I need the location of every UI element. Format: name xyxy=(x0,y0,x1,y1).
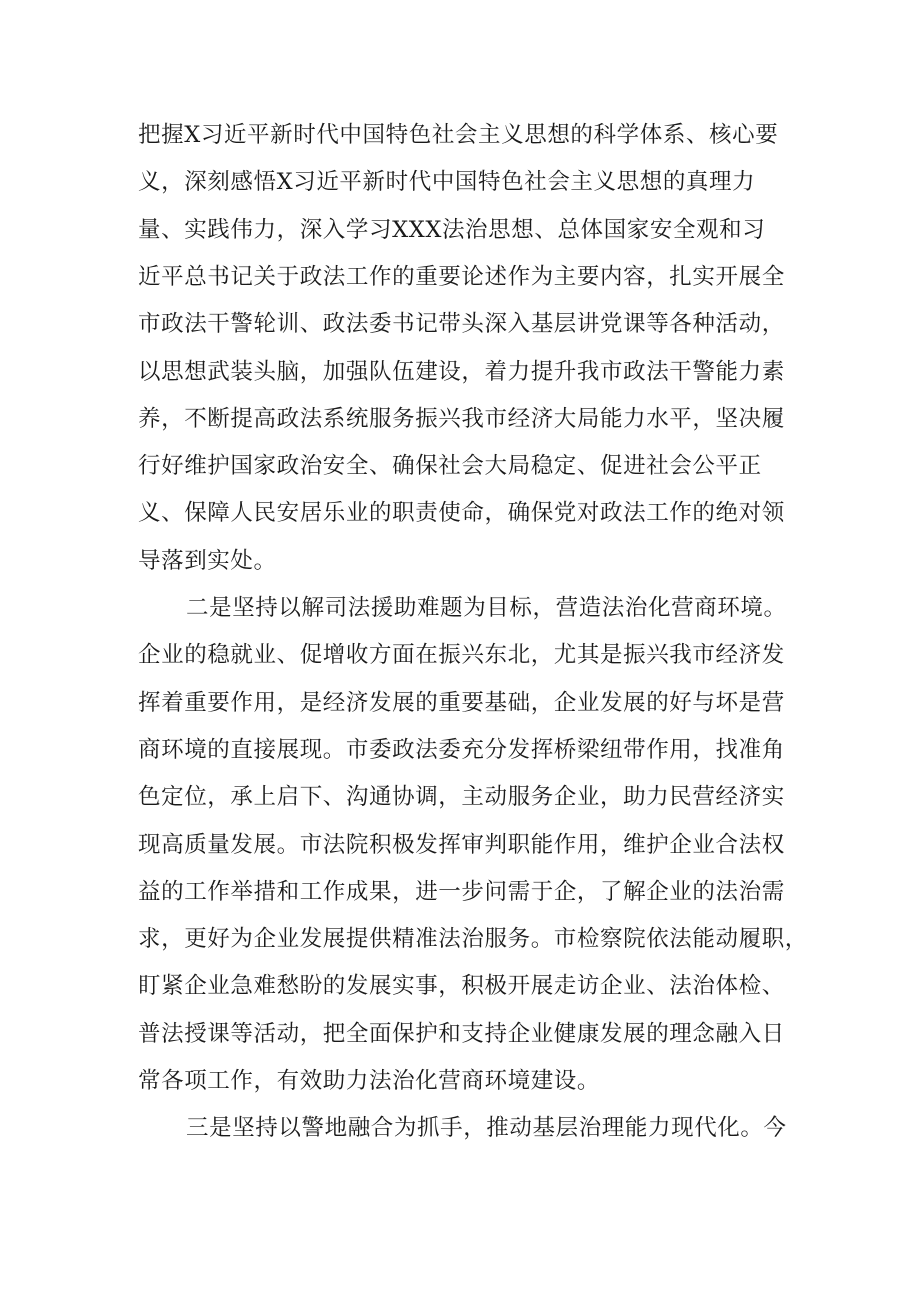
text-line: 近平总书记关于政法工作的重要论述作为主要内容，扎实开展全 xyxy=(138,264,785,290)
text-line: 企业的稳就业、促增收方面在振兴东北，尤其是振兴我市经济发 xyxy=(138,642,785,668)
text-line: 义，深刻感悟X习近平新时代中国特色社会主义思想的真理力 xyxy=(138,169,756,195)
text-line: 市政法干警轮训、政法委书记带头深入基层讲党课等各种活动， xyxy=(138,311,785,337)
text-line: 义、保障人民安居乐业的职责使命，确保党对政法工作的绝对领 xyxy=(138,500,785,526)
text-line: 行好维护国家政治安全、确保社会大局稳定、促进社会公平正 xyxy=(138,453,762,479)
text-line: 导落到实处。 xyxy=(138,548,277,574)
text-line: 养，不断提高政法系统服务振兴我市经济大局能力水平，坚决履 xyxy=(138,406,785,432)
paragraph-first-line: 三是坚持以警地融合为抓手，推动基层治理能力现代化。今 xyxy=(186,1115,787,1141)
text-line: 色定位，承上启下、沟通协调，主动服务企业，助力民营经济实 xyxy=(138,784,785,810)
text-line: 求，更好为企业发展提供精准法治服务。市检察院依法能动履职， xyxy=(138,926,808,952)
text-line: 把握X习近平新时代中国特色社会主义思想的科学体系、核心要 xyxy=(138,122,779,148)
text-line: 常各项工作，有效助力法治化营商环境建设。 xyxy=(138,1068,601,1094)
text-line: 以思想武装头脑，加强队伍建设，着力提升我市政法干警能力素 xyxy=(138,359,785,385)
text-line: 普法授课等活动，把全面保护和支持企业健康发展的理念融入日 xyxy=(138,1021,785,1047)
text-line: 量、实践伟力，深入学习XXX法治思想、总体国家安全观和习 xyxy=(138,217,766,243)
text-line: 益的工作举措和工作成果，进一步问需于企，了解企业的法治需 xyxy=(138,879,785,905)
text-line: 商环境的直接展现。市委政法委充分发挥桥梁纽带作用，找准角 xyxy=(138,737,785,763)
text-line: 挥着重要作用，是经济发展的重要基础，企业发展的好与坏是营 xyxy=(138,690,785,716)
paragraph-first-line: 二是坚持以解司法援助难题为目标，营造法治化营商环境。 xyxy=(186,595,787,621)
text-line: 盯紧企业急难愁盼的发展实事，积极开展走访企业、法治体检、 xyxy=(138,973,785,999)
text-line: 现高质量发展。市法院积极发挥审判职能作用，维护企业合法权 xyxy=(138,832,785,858)
